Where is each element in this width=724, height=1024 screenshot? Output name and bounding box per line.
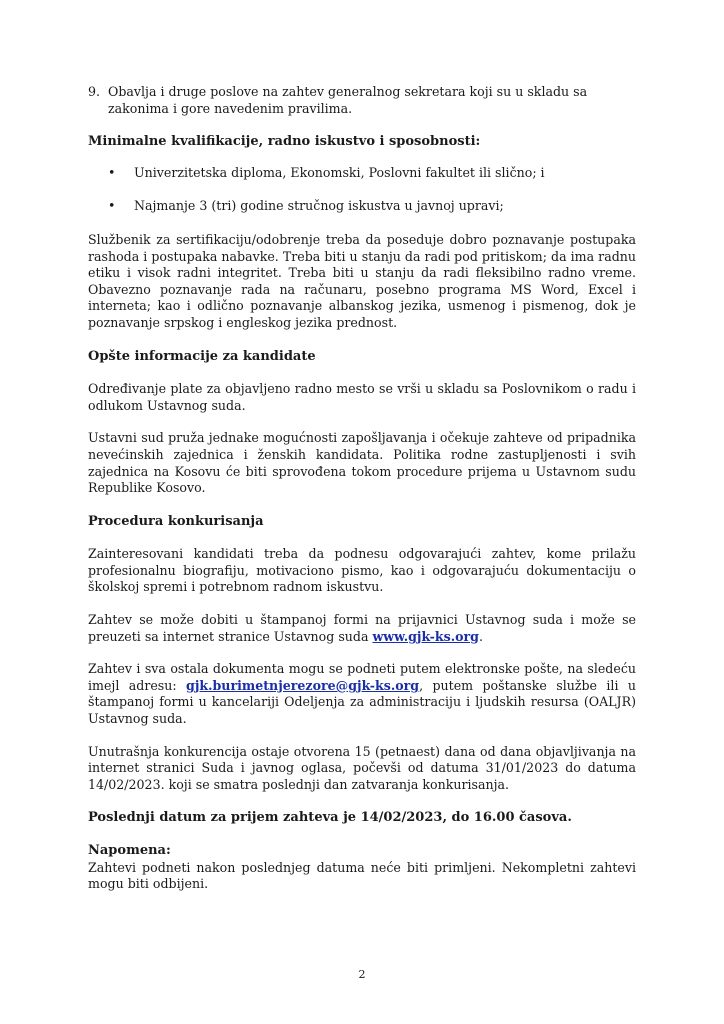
item-number: 9. <box>88 84 101 99</box>
text-span: , putem poštanske službe ili u štampanoj formi u kancelariji Odeljenja za administraciju i ljudskih resursa (OALJR) Ustavnog suda. <box>88 677 636 727</box>
list-item-text: Najmanje 3 (tri) godine stručnog iskustva u javnoj upravi; <box>134 198 504 214</box>
list-item <box>88 165 636 182</box>
general-info-paragraph-1: Određivanje plate za objavljeno radno mesto se vrši u skladu sa Poslovnikom o radu i odlukom Ustavnog suda. <box>88 381 636 413</box>
deadline-statement: Poslednji datum za prijem zahteva je 14/02/2023, do 16.00 časova. <box>88 810 572 826</box>
email-link[interactable]: gjk.burimetnjerezore@gjk-ks.org <box>186 677 420 693</box>
list-item <box>88 198 636 215</box>
procedure-paragraph-4: Unutrašnja konkurencija ostaje otvorena 15 (petnaest) dana od dana objavljivanja na internet stranici Suda i javnog oglasa, počevši od datuma 31/01/2023 do datuma 14/02/2023. koji se smatra poslednji dan zatvaranja konkurisanja. <box>88 743 636 792</box>
document-page <box>88 84 636 893</box>
note-text: Zahtevi podneti nakon poslednjeg datuma neće biti primljeni. Nekompletni zahtevi mogu biti odbijeni. <box>88 859 636 892</box>
procedure-paragraph-3 <box>88 661 636 727</box>
numbered-item-9 <box>88 84 636 117</box>
qualifications-list <box>88 165 636 215</box>
procedure-paragraph-1: Zainteresovani kandidati treba da podnesu odgovarajući zahtev, kome prilažu profesionalnu biografiju, motivaciono pismo, kao i odgovarajuću dokumentaciju o školskoj spremi i potrebnom radnom iskustvu. <box>88 546 636 595</box>
page-number: 2 <box>358 968 366 981</box>
procedure-paragraph-2 <box>88 612 636 645</box>
procedure-heading: Procedura konkurisanja <box>88 513 264 529</box>
general-info-heading: Opšte informacije za kandidate <box>88 348 316 364</box>
general-info-paragraph-2: Ustavni sud pruža jednake mogućnosti zapošljavanja i očekuje zahteve od pripadnika nevećinskih zajednica i ženskih kandidata. Politika rodne zastupljenosti i svih zajednica na Kosovu će biti sprovođena tokom procedure prijema u Ustavnom sudu Republike Kosovo. <box>88 430 636 496</box>
note-heading: Napomena: <box>88 843 171 858</box>
website-link[interactable]: www.gjk-ks.org <box>372 628 479 644</box>
text-span: Zahtev se može dobiti u štampanoj formi na prijavnici Ustavnog suda i može se preuzeti sa internet stranice Ustavnog suda <box>88 612 636 644</box>
bullet-icon: • <box>108 164 116 180</box>
text-span: Zahtev i sva ostala dokumenta mogu se podneti putem elektronske pošte, na sledeću imejl adresu: <box>88 661 636 693</box>
list-item-text: Univerzitetska diploma, Ekonomski, Poslovni fakultet ili slično; i <box>134 164 545 180</box>
text-span: . <box>478 628 483 644</box>
qualifications-heading: Minimalne kvalifikacije, radno iskustvo i sposobnosti: <box>88 134 481 150</box>
bullet-icon: • <box>108 198 116 214</box>
item-text: Obavlja i druge poslove na zahtev generalnog sekretara koji su u skladu sa zakonima i gore navedenim pravilima. <box>108 84 588 116</box>
qualifications-paragraph: Službenik za sertifikaciju/odobrenje treba da poseduje dobro poznavanje postupaka rashoda i postupaka nabavke. Treba biti u stanju da radi pod pritiskom; da ima radnu etiku i visok radni integritet. Treba biti u stanju da radi fleksibilno radno vreme. Obavezno poznavanje rada na računaru, posebno programa MS Word, Excel i interneta; kao i odlično poznavanje albanskog jezika, usmenog i pismenog, dok je poznavanje srpskog i engleskog jezika prednost. <box>88 231 636 330</box>
